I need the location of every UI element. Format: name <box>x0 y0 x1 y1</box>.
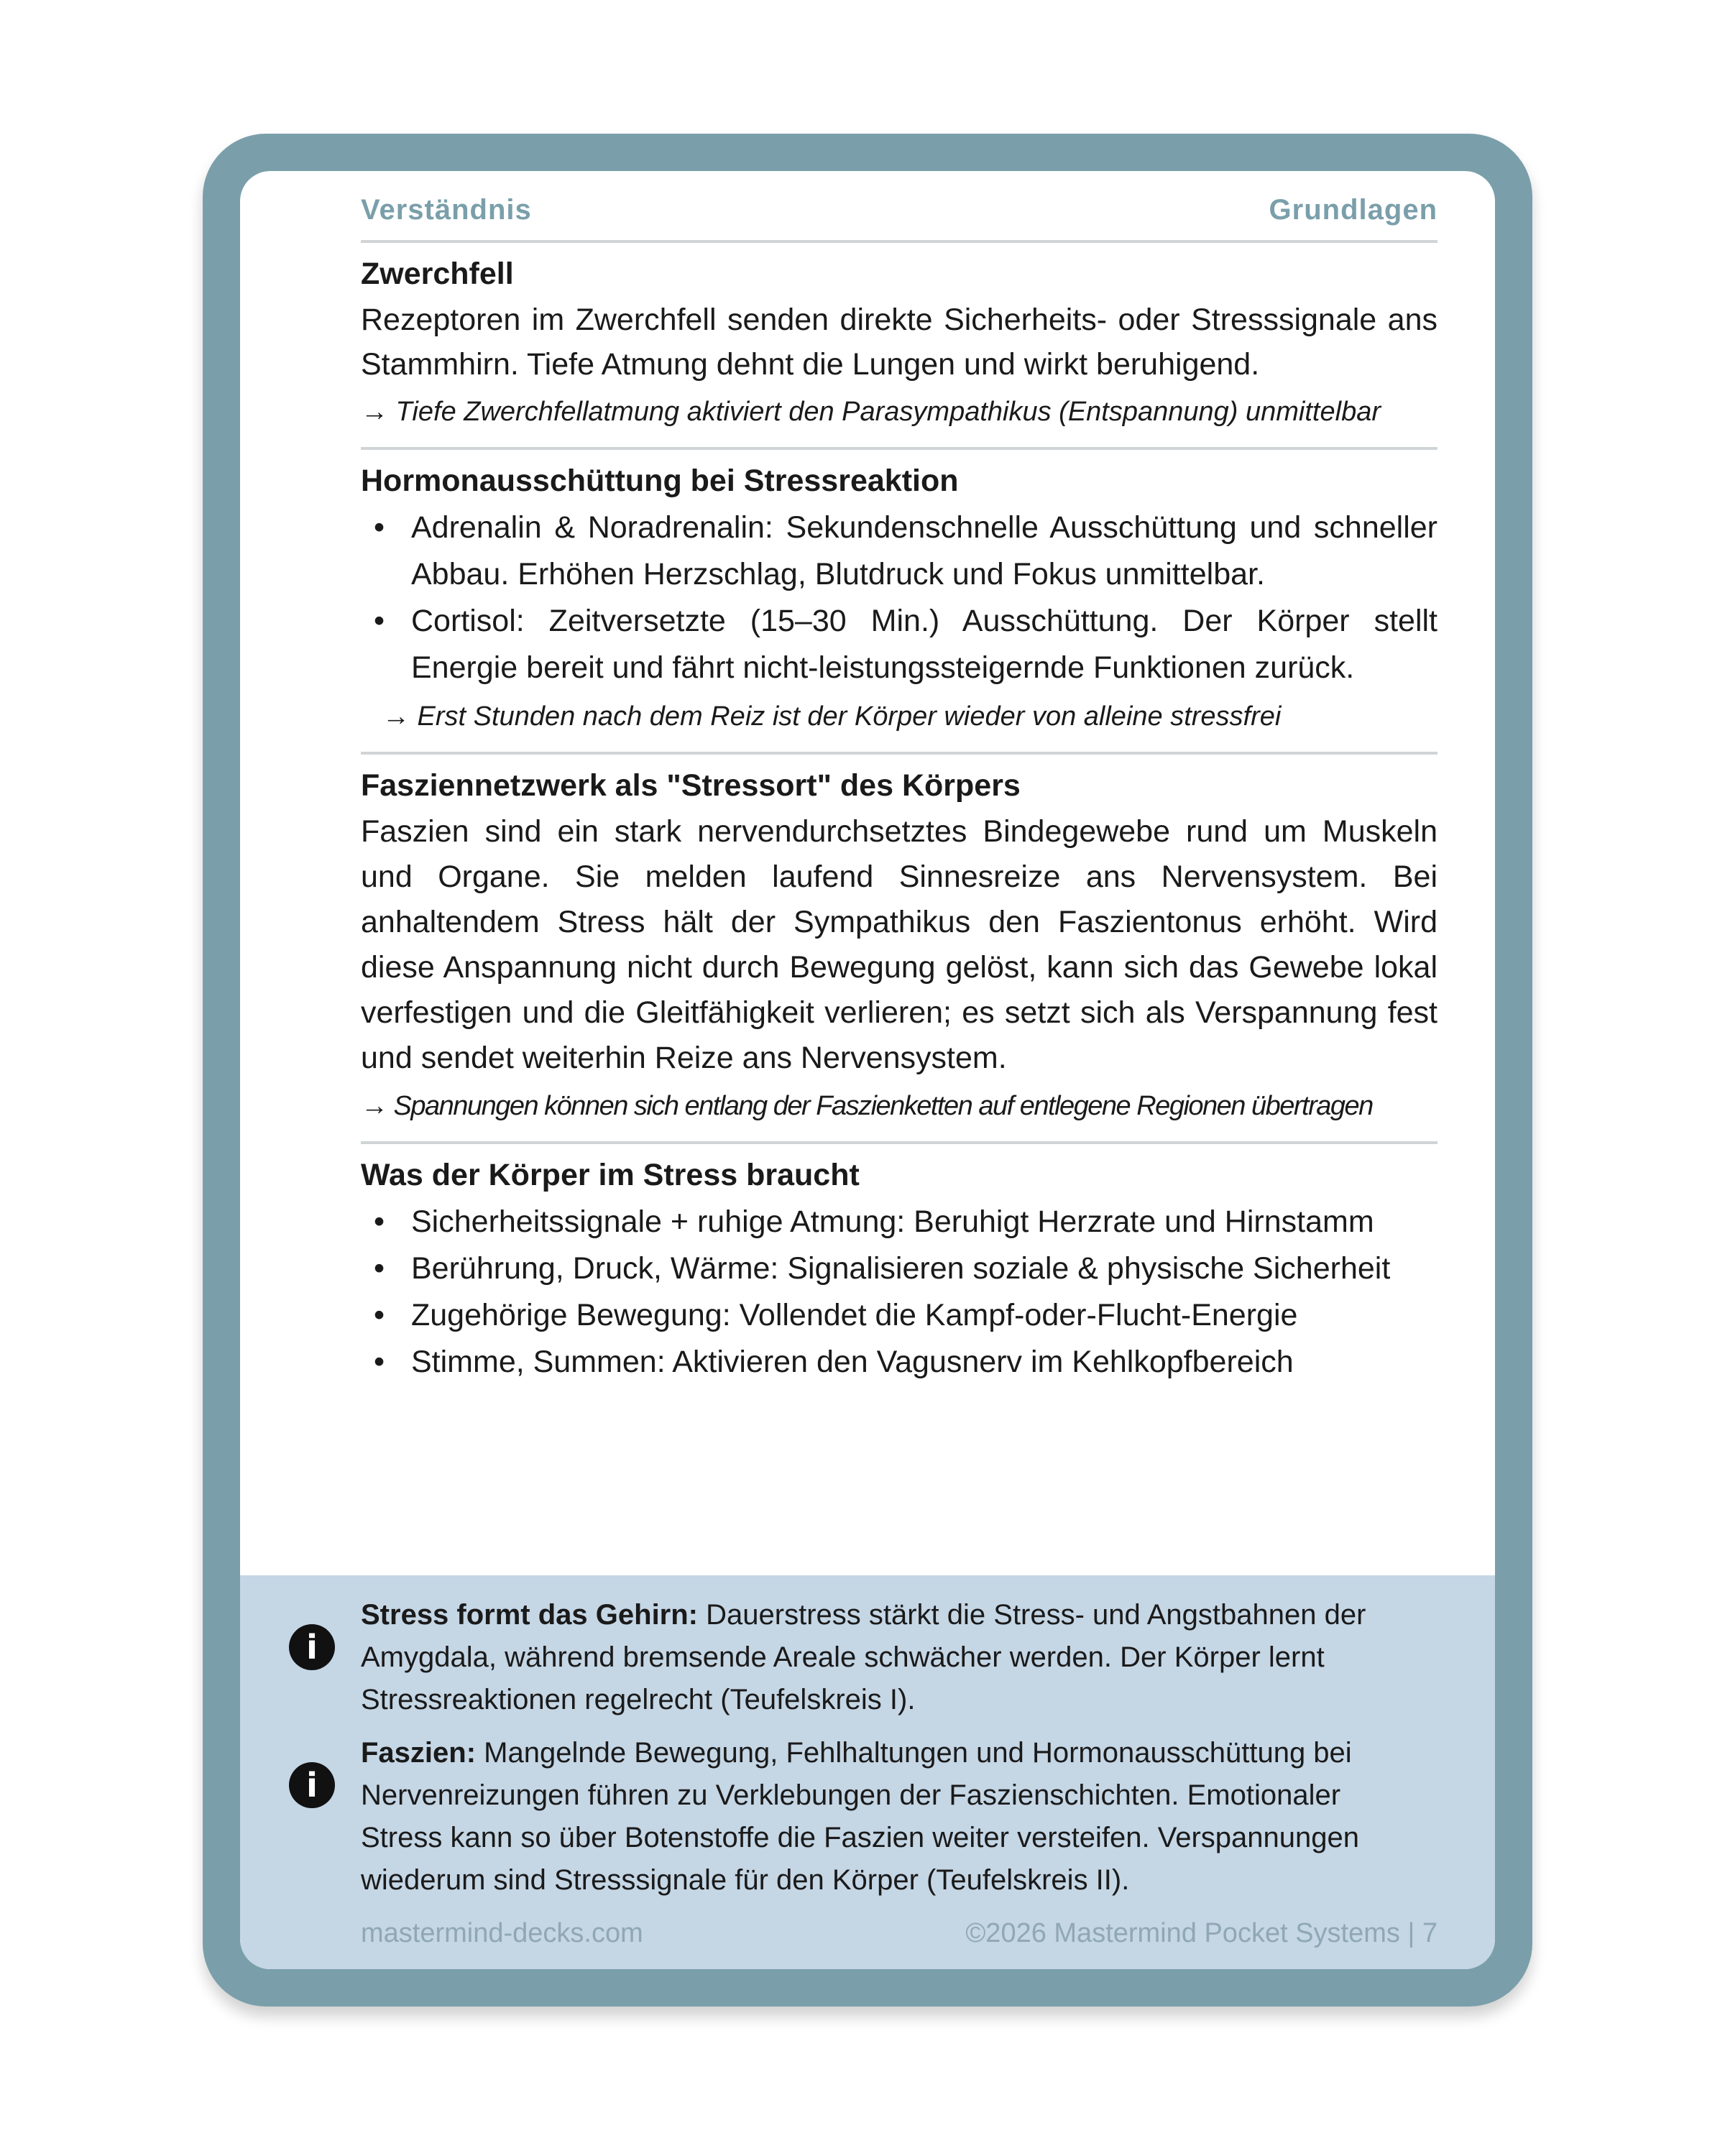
bullet-icon: • <box>374 604 385 638</box>
section-braucht <box>361 1144 1438 1396</box>
card <box>240 171 1495 1969</box>
bullet-icon: • <box>374 1204 385 1239</box>
section-hormon <box>361 450 1438 755</box>
section-text: Faszien sind ein stark nervendurchsetztes Bindegewebe rund um Muskeln und Organe. Sie melden laufend Sinnesreize ans Nervensystem. Bei anhaltendem Stress hält der Sympathikus den Faszientonus erhöht. Wird diese Anspannung nicht durch Bewegung gelöst, kann sich das Gewebe lokal verfestigen und die Gleitfähigkeit verlieren; es setzt sich als Verspannung fest und sendet weiterhin Reize ans Nervensystem. <box>361 814 1438 1075</box>
bullet-list <box>361 505 1438 691</box>
section-zwerchfell <box>361 243 1438 450</box>
section-title: Hormonausschüttung bei Stressreaktion <box>361 464 959 498</box>
topic-label: Grundlagen <box>1269 194 1438 226</box>
card-footer <box>361 1912 1438 1955</box>
list-item: • Stimme, Summen: Aktivieren den Vagusnerv im Kehlkopfbereich <box>361 1339 1438 1386</box>
card-frame <box>203 134 1532 2007</box>
section-text: Rezeptoren im Zwerchfell senden direkte Sicherheits- oder Stresssignale ans Stammhirn. Tiefe Atmung dehnt die Lungen und wirkt beruhigend. <box>361 303 1438 382</box>
section-title: Was der Körper im Stress braucht <box>361 1158 860 1192</box>
list-item: • Adrenalin & Noradrenalin: Sekundenschnelle Ausschüttung und schneller Abbau. Erhöhen Herzschlag, Blutdruck und Fokus unmittelbar. <box>361 505 1438 598</box>
section-title: Fasziennetzwerk als "Stressort" des Körpers <box>361 768 1021 803</box>
info-text: Stress formt das Gehirn: Dauerstress stärkt die Stress- und Angstbahnen der Amygdala, während bremsende Areale schwächer werden. Der Körper lernt Stressreaktionen regelrecht (Teufelskreis I). <box>361 1599 1366 1715</box>
info-icon: i <box>289 1624 335 1670</box>
card-header <box>361 194 1438 243</box>
category-label: Verständnis <box>361 194 532 226</box>
card-content <box>361 243 1438 1396</box>
bullet-icon: • <box>374 510 385 545</box>
list-item: • Sicherheitssignale + ruhige Atmung: Beruhigt Herzrate und Hirnstamm <box>361 1199 1438 1245</box>
section-faszien <box>361 755 1438 1144</box>
list-item: • Cortisol: Zeitversetzte (15–30 Min.) Ausschüttung. Der Körper stellt Energie bereit und fährt nicht-leistungssteigernde Funktionen zurück. <box>361 598 1438 691</box>
website-label: mastermind-decks.com <box>361 1917 643 1948</box>
list-item: • Berührung, Druck, Wärme: Signalisieren soziale & physische Sicherheit <box>361 1245 1438 1292</box>
list-item: • Zugehörige Bewegung: Vollendet die Kampf-oder-Flucht-Energie <box>361 1292 1438 1339</box>
section-note: → Erst Stunden nach dem Reiz ist der Körper wieder von alleine stressfrei <box>382 701 1282 732</box>
info-text: Faszien: Mangelnde Bewegung, Fehlhaltungen und Hormonausschüttung bei Nervenreizungen führen zu Verklebungen der Faszienschichten. Emotionaler Stress kann so über Botenstoffe die Faszien weiter versteifen. Verspannungen wiederum sind Stresssignale für den Körper (Teufelskreis II). <box>361 1737 1359 1896</box>
info-panel <box>240 1575 1495 1969</box>
section-title: Zwerchfell <box>361 257 514 291</box>
section-note: → Spannungen können sich entlang der Faszienketten auf entlegene Regionen übertragen <box>361 1091 1373 1121</box>
copyright-label: ©2026 Mastermind Pocket Systems | 7 <box>965 1917 1438 1948</box>
section-note: → Tiefe Zwerchfellatmung aktiviert den Parasympathikus (Entspannung) unmittelbar <box>361 397 1381 427</box>
bullet-icon: • <box>374 1298 385 1332</box>
info-icon: i <box>289 1762 335 1808</box>
bullet-icon: • <box>374 1251 385 1286</box>
bullet-list <box>361 1199 1438 1386</box>
bullet-icon: • <box>374 1345 385 1379</box>
